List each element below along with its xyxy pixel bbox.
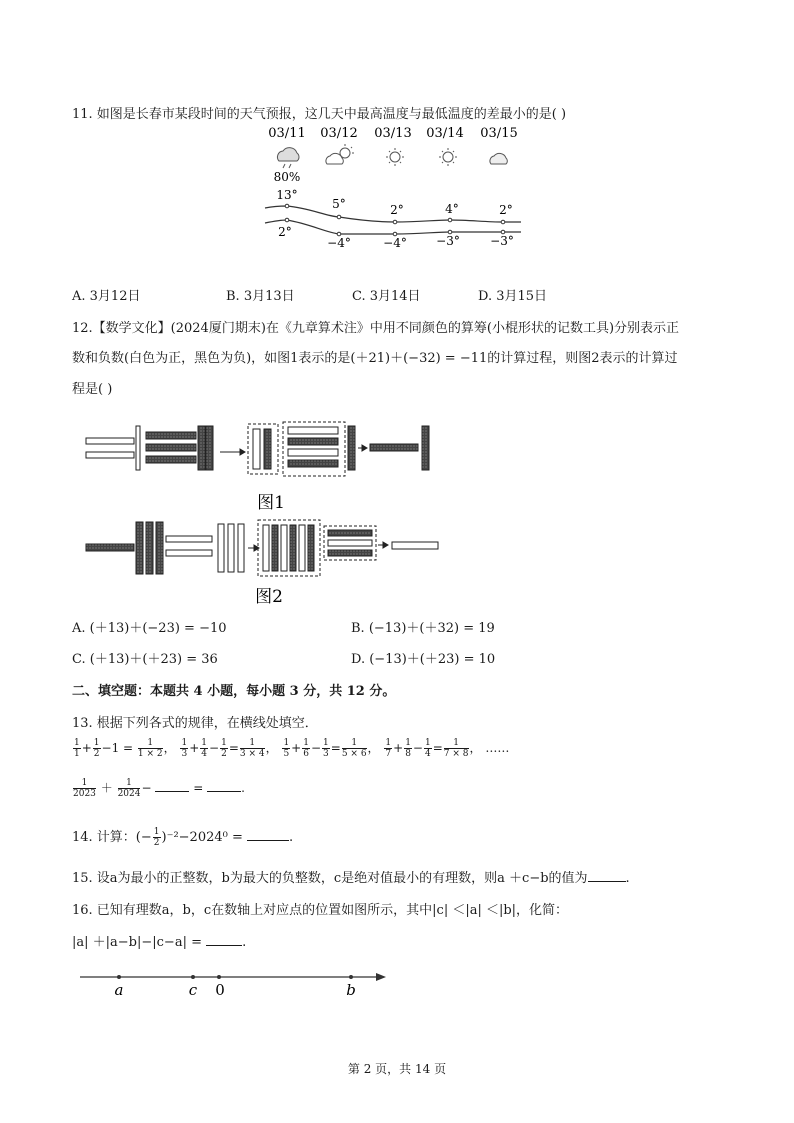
q11-option-d[interactable]: D. 3月15日 [478, 289, 548, 304]
q16-line2: |a| ＋|a−b|−|c−a| = . [72, 935, 247, 950]
rain-cloud-icon [277, 148, 299, 168]
low-temp-label: −4° [327, 236, 351, 250]
q13-blank-2[interactable] [207, 791, 241, 792]
date-label: 03/15 [480, 126, 518, 141]
q12-line2: 数和负数(白色为正，黑色为负)，如图1表示的是(＋21)＋(−32) = −11的计算过程，则图2表示的计算过 [72, 351, 678, 366]
q13-blank-1[interactable] [155, 791, 189, 792]
q14-question: 14. 计算：(− $\frac{1}{2}$ )⁻²−2024⁰ = . [72, 827, 294, 848]
q11-option-b[interactable]: B. 3月13日 [226, 289, 295, 304]
weather-forecast-figure [255, 120, 535, 255]
high-temp-label: 5° [332, 197, 346, 211]
q13-fill-line: $\frac{1}{2023}$ ＋ $\frac{1}{2024}$ − = . [73, 778, 245, 799]
sun-icon [386, 148, 404, 166]
figure-1-label: 图1 [257, 493, 285, 513]
axis-label-b: b [346, 981, 356, 999]
q11-option-c[interactable]: C. 3月14日 [352, 289, 421, 304]
q13-question: 13. 根据下列各式的规律，在横线处填空． [72, 716, 318, 731]
q16-line1: 16. 已知有理数a，b，c在数轴上对应点的位置如图所示，其中|c| ＜|a| ＜|b|，化简： [72, 903, 569, 918]
page-footer: 第 2 页，共 14 页 [347, 1062, 447, 1076]
cloud-icon [490, 153, 507, 164]
q11-question: 11. 如图是长春市某段时间的天气预报，这几天中最高温度与最低温度的差最小的是( ) [72, 107, 567, 122]
figure-1 [86, 422, 429, 476]
low-temp-label: −3° [490, 234, 514, 248]
high-temp-label: 2° [499, 203, 513, 217]
q12-line1: 12.【数学文化】(2024厦门期末)在《九章算术注》中用不同颜色的算筹(小棍形状的记数工具)分别表示正 [72, 321, 680, 336]
q16-blank[interactable] [206, 945, 242, 946]
q14-blank[interactable] [247, 840, 289, 841]
q15-blank[interactable] [588, 881, 626, 882]
q12-option-c[interactable]: C. (＋13)＋(＋23) = 36 [72, 652, 218, 667]
high-temp-label: 13° [276, 188, 298, 202]
partly-sunny-icon [326, 144, 354, 164]
axis-label-c: c [188, 981, 198, 999]
figure-2-label: 图2 [255, 587, 283, 607]
q11-option-a[interactable]: A. 3月12日 [72, 289, 141, 304]
axis-label-zero: 0 [215, 981, 225, 999]
high-temp-label: 2° [390, 203, 404, 217]
q12-line3: 程是( ) [72, 382, 113, 397]
precipitation-label: 80% [273, 170, 301, 184]
date-label: 03/12 [320, 126, 358, 141]
figure-2 [86, 520, 438, 576]
low-temp-label: −4° [383, 236, 407, 250]
low-temp-label: −3° [436, 234, 460, 248]
q12-option-d[interactable]: D. (−13)＋(＋23) = 10 [351, 652, 496, 667]
number-line-figure [78, 966, 394, 1002]
date-label: 03/11 [268, 126, 306, 141]
q12-option-a[interactable]: A. (＋13)＋(−23) = −10 [72, 621, 227, 636]
axis-label-a: a [114, 981, 124, 999]
section-heading-fill-blank: 二、填空题：本题共 4 小题，每小题 3 分，共 12 分。 [72, 684, 396, 699]
counting-rods-figure [80, 418, 450, 608]
q12-option-b[interactable]: B. (−13)＋(＋32) = 19 [351, 621, 495, 636]
sun-icon [439, 148, 457, 166]
q13-pattern-line: $\frac{1}{1}$ + $\frac{1}{2}$ −1 = $\frac{1}{1 \times 2}$ ， $\frac{1}{3}$ + $\frac{1}{4}$ − $\frac{1}{2}$ = $\frac{1}{3 \times 4}$ ， $\frac{1}{5}$ + $\frac{1}{6}$ − $\frac{1}{3}$ = $\frac{1}{5 \times 6}$ ， $\frac{1}{7}$ + $\frac{1}{8}$ − $\frac{1}{4}$ = $\frac{1}{7 \times 8}$ ， …… [74, 738, 510, 759]
date-label: 03/13 [374, 126, 412, 141]
q15-question: 15. 设a为最小的正整数，b为最大的负整数，c是绝对值最小的有理数，则a ＋c−b的值为 . [72, 871, 630, 886]
low-temp-label: 2° [278, 225, 292, 239]
high-temp-label: 4° [445, 202, 459, 216]
date-label: 03/14 [426, 126, 464, 141]
